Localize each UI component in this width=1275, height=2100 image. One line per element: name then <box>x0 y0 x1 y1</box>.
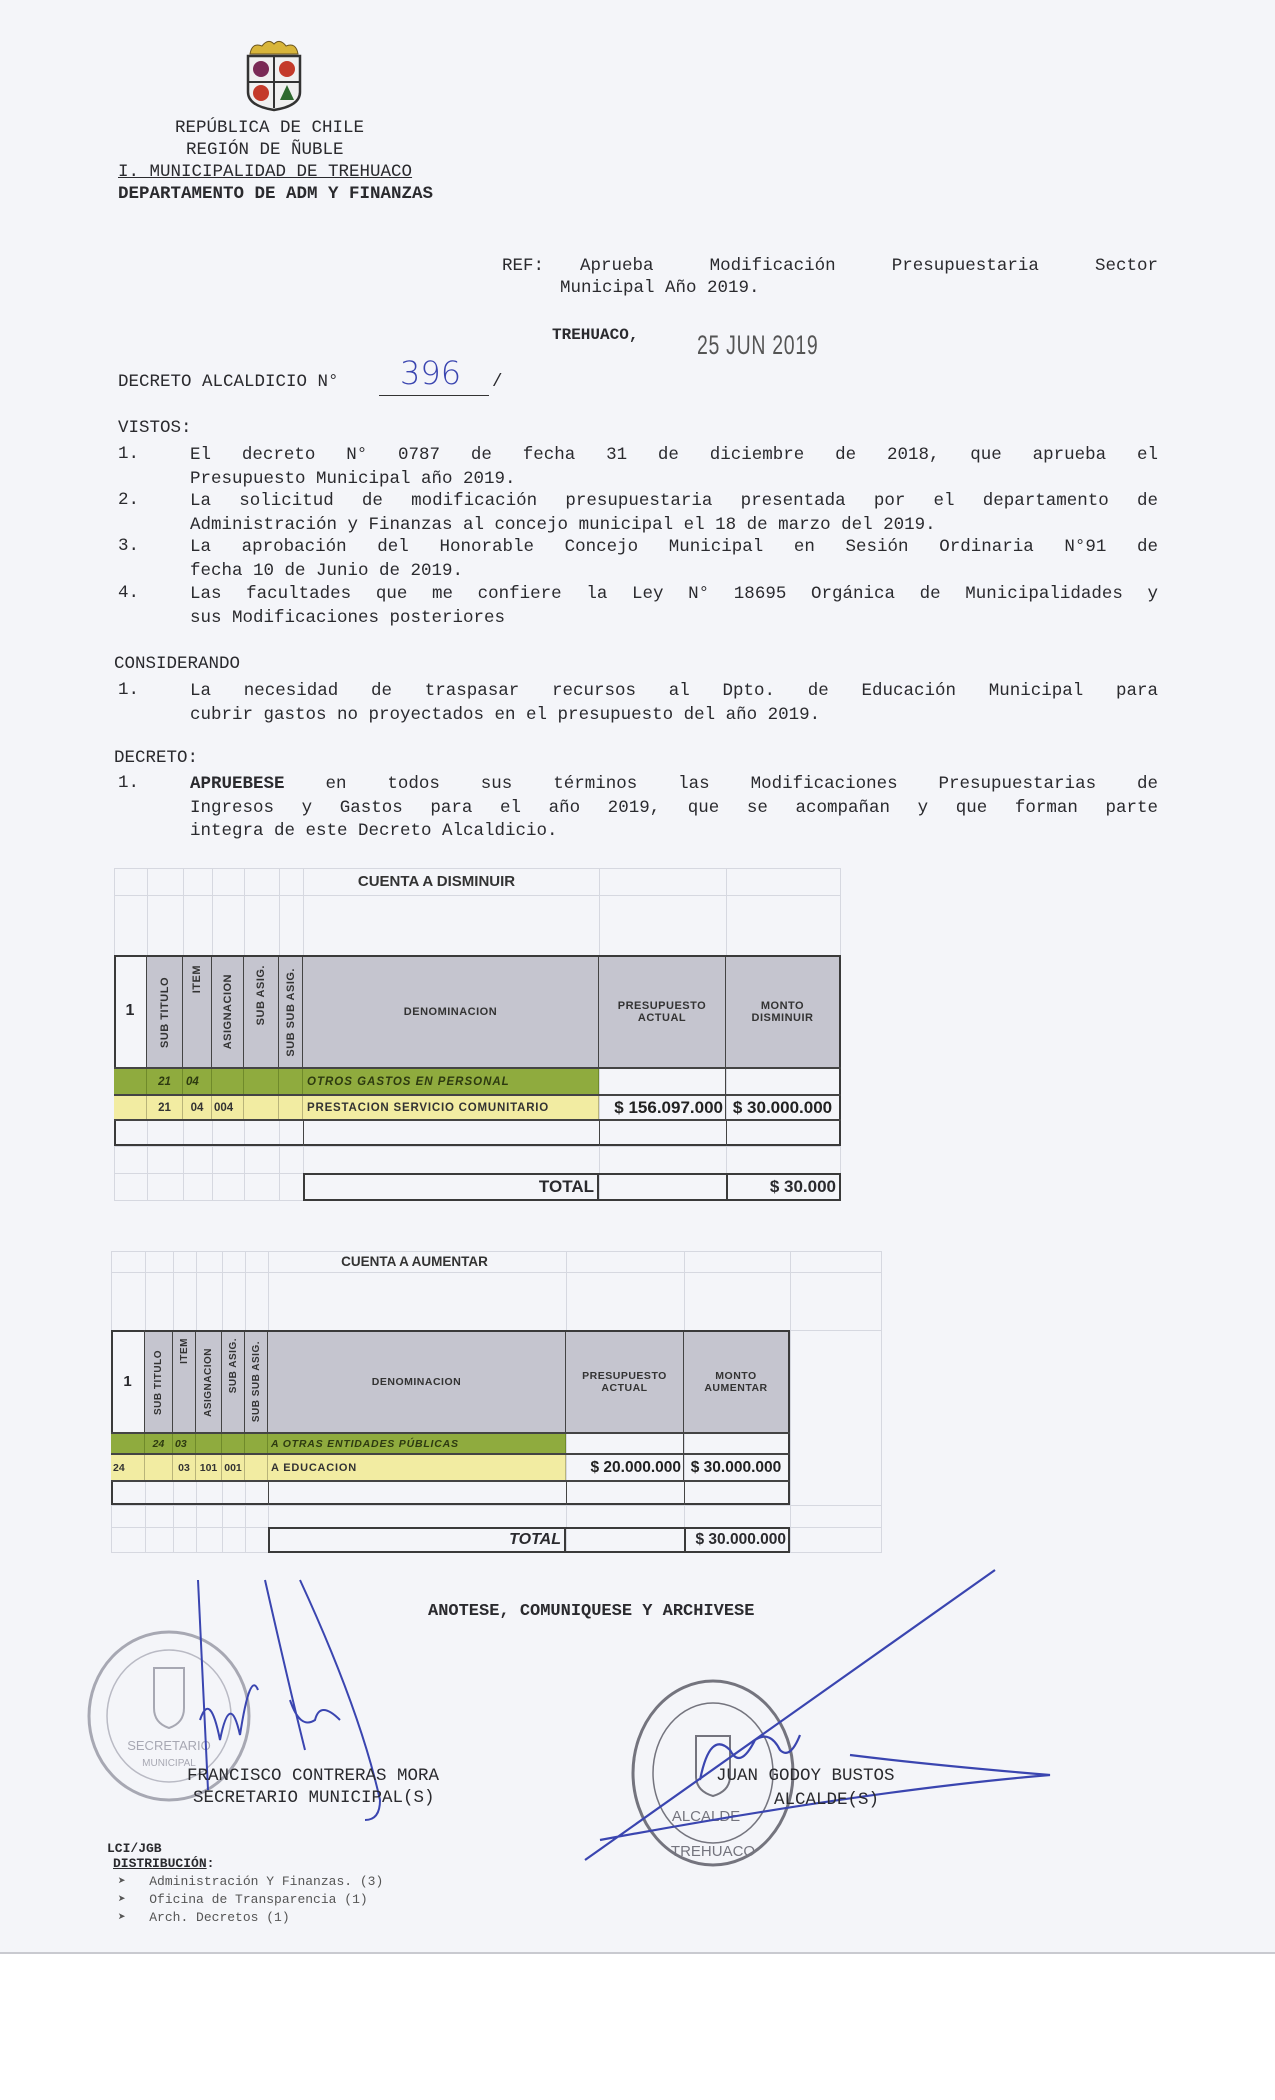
text-line <box>190 773 1158 797</box>
header-sub-sub-asig <box>279 957 303 1067</box>
table-index: 1 <box>114 955 147 1067</box>
row-cell <box>111 1434 145 1453</box>
header-monto: MONTO DISMINUIR <box>726 957 839 1067</box>
ref-word: Presupuestaria <box>891 256 1039 276</box>
cell-item: 03 <box>173 1434 196 1453</box>
header-label: ITEM <box>178 1338 190 1364</box>
header-label: SUB TITULO <box>158 976 171 1048</box>
cell-presupuesto: $ 20.000.000 <box>566 1455 684 1480</box>
header-denominacion: DENOMINACION <box>303 957 599 1067</box>
header-region: REGIÓN DE ÑUBLE <box>186 140 344 160</box>
cell-asignacion: 004 <box>212 1096 244 1119</box>
text-line: sus Modificaciones posteriores <box>190 607 506 628</box>
header-asignacion <box>196 1332 222 1432</box>
row-cell <box>279 1096 303 1119</box>
closing-formula: ANOTESE, COMUNIQUESE Y ARCHIVESE <box>428 1602 755 1621</box>
header-label: ASIGNACION <box>203 1347 214 1417</box>
header-asignacion <box>212 957 244 1067</box>
header-presupuesto: PRESUPUESTO ACTUAL <box>566 1332 684 1432</box>
text-line: fecha 10 de Junio de 2019. <box>190 560 464 581</box>
coat-of-arms-logo <box>242 38 306 112</box>
text-line: integra de este Decreto Alcaldicio. <box>190 821 558 841</box>
header-label: SUB SUB ASIG. <box>284 967 297 1057</box>
date-stamp: 25 JUN 2019 <box>697 330 819 360</box>
signatory-role: ALCALDE(S) <box>774 1790 880 1810</box>
item-number: 1. <box>118 773 140 793</box>
header-item <box>173 1332 196 1432</box>
table-cuenta-disminuir <box>114 868 841 1201</box>
grid-line <box>111 1272 882 1273</box>
table-title: CUENTA A DISMINUIR <box>357 873 516 890</box>
row-cell <box>212 1069 244 1094</box>
item-number: 4. <box>118 583 140 603</box>
row-cell <box>244 1069 279 1094</box>
text-line: El decreto N° 0787 de fecha 31 de diciembre de 2018, que aprueba el <box>190 445 1158 465</box>
cell-subtitulo: 21 <box>147 1069 183 1094</box>
divider <box>566 1480 567 1505</box>
considerando-title: CONSIDERANDO <box>114 654 241 674</box>
distribution-item-text: Oficina de Transparencia (1) <box>149 1892 368 1907</box>
initials: LCI/JGB <box>107 1841 162 1856</box>
divider <box>726 1119 727 1146</box>
header-department: DEPARTAMENTO DE ADM Y FINANZAS <box>118 184 434 204</box>
signatory-name: FRANCISCO CONTRERAS MORA <box>187 1766 440 1786</box>
total-label: TOTAL <box>303 1173 599 1201</box>
header-item <box>183 957 212 1067</box>
header-label: ITEM <box>191 965 203 994</box>
decreto-title: DECRETO: <box>114 748 199 768</box>
ref-word: Modificación <box>709 256 836 276</box>
table-title: CUENTA A AUMENTAR <box>341 1254 488 1269</box>
ref-line-2: Municipal Año 2019. <box>560 278 760 298</box>
svg-text:TREHUACO: TREHUACO <box>670 1843 756 1860</box>
total-value: $ 30.000 <box>726 1173 841 1201</box>
text-line: La solicitud de modificación presupuestaria presentada por el departamento de <box>190 491 1158 511</box>
header-label: ASIGNACION <box>221 974 234 1050</box>
ref-label: REF: <box>502 256 545 276</box>
ref-line-1 <box>580 256 1158 276</box>
svg-text:SECRETARIO: SECRETARIO <box>127 1738 211 1753</box>
header-presupuesto: PRESUPUESTO ACTUAL <box>599 957 726 1067</box>
decree-number: 396 <box>400 354 462 392</box>
cell-denominacion: PRESTACION SERVICIO COMUNITARIO <box>303 1096 599 1119</box>
svg-text:MUNICIPAL: MUNICIPAL <box>142 1758 196 1769</box>
header-monto: MONTO AUMENTAR <box>684 1332 788 1432</box>
distribution-item <box>118 1874 383 1889</box>
cell-item: 04 <box>183 1069 212 1094</box>
text-line: La aprobación del Honorable Concejo Municipal en Sesión Ordinaria N°91 de <box>190 537 1158 557</box>
signature-alcalde <box>570 1560 1070 1880</box>
table-index: 1 <box>111 1330 145 1432</box>
cell-subtitulo: 24 <box>145 1434 173 1453</box>
divider <box>599 1119 600 1146</box>
header-sub-asig <box>222 1332 245 1432</box>
header-label: SUB ASIG. <box>255 965 267 1026</box>
distribution-item-text: Administración Y Finanzas. (3) <box>149 1874 384 1889</box>
grid-line <box>114 895 841 896</box>
header-sub-titulo <box>147 957 183 1067</box>
header-sub-asig <box>244 957 279 1067</box>
cell-denominacion: A EDUCACION <box>268 1455 566 1480</box>
considerando-item-1 <box>190 680 1158 727</box>
vistos-item-3 <box>190 536 1158 583</box>
text-fragment: en todos sus términos las Modificaciones Presupuestarias de <box>284 774 1158 794</box>
distribution-item-text: Arch. Decretos (1) <box>149 1910 290 1925</box>
arrow-bullet-icon: ➤ <box>118 1892 126 1907</box>
row-cell <box>244 1096 279 1119</box>
svg-text:ALCALDE: ALCALDE <box>671 1808 741 1825</box>
signatory-name: JUAN GODOY BUSTOS <box>716 1766 895 1786</box>
header-denominacion: DENOMINACION <box>268 1332 566 1432</box>
divider <box>684 1480 685 1505</box>
total-value: $ 30.000.000 <box>684 1527 790 1553</box>
row-cell <box>114 1069 147 1094</box>
total-label: TOTAL <box>268 1527 566 1553</box>
text-line: cubrir gastos no proyectados en el presupuesto del año 2019. <box>190 704 821 725</box>
item-number: 1. <box>118 680 140 700</box>
cell-monto: $ 30.000.000 <box>732 1097 833 1117</box>
cell-sub-asig: 001 <box>222 1455 245 1480</box>
divider <box>114 1119 841 1121</box>
cell-denominacion: A OTRAS ENTIDADES PÚBLICAS <box>268 1434 566 1453</box>
divider <box>303 1119 304 1146</box>
header-sub-sub-asig <box>245 1332 268 1432</box>
grid-line <box>881 1251 882 1553</box>
cell-subtitulo: 21 <box>147 1096 183 1119</box>
header-sub-titulo <box>145 1332 173 1432</box>
text-line: Administración y Finanzas al concejo municipal el 18 de marzo del 2019. <box>190 514 936 535</box>
vistos-item-2 <box>190 490 1158 537</box>
divider <box>268 1480 269 1505</box>
row-cell <box>599 1069 726 1094</box>
cell-subtitulo: 24 <box>111 1455 145 1480</box>
signatory-role: SECRETARIO MUNICIPAL(S) <box>193 1788 435 1808</box>
decreto-item-1 <box>190 773 1158 844</box>
decree-suffix: / <box>492 372 503 392</box>
vistos-item-1 <box>190 444 1158 491</box>
row-cell <box>222 1434 245 1453</box>
item-number: 2. <box>118 490 140 510</box>
text-line: Ingresos y Gastos para el año 2019, que se acompañan y que forman parte <box>190 797 1158 818</box>
item-number: 3. <box>118 536 140 556</box>
row-cell <box>196 1434 222 1453</box>
grid-line <box>111 1505 882 1506</box>
cell-monto: $ 30.000.000 <box>690 1458 782 1476</box>
row-cell <box>566 1434 684 1453</box>
ref-word: Sector <box>1094 256 1158 276</box>
header-municipality: I. MUNICIPALIDAD DE TREHUACO <box>118 162 413 182</box>
header-country: REPÚBLICA DE CHILE <box>175 118 365 138</box>
distribution-item <box>118 1892 368 1907</box>
row-cell <box>279 1069 303 1094</box>
text-line: Las facultades que me confiere la Ley N° 18695 Orgánica de Municipalidades y <box>190 584 1158 604</box>
text-line: Presupuesto Municipal año 2019. <box>190 468 516 489</box>
row-cell <box>145 1455 173 1480</box>
distribution-item <box>118 1910 290 1925</box>
grid-line <box>790 1251 791 1553</box>
distribution-title-text: DISTRIBUCIÓN <box>113 1856 207 1871</box>
place: TREHUACO, <box>552 326 639 344</box>
arrow-bullet-icon: ➤ <box>118 1910 126 1925</box>
header-label: SUB ASIG. <box>227 1338 239 1394</box>
ref-word: Aprueba <box>580 256 654 276</box>
decree-number-line <box>379 395 489 396</box>
grid-line <box>114 1146 841 1147</box>
header-label: SUB SUB ASIG. <box>250 1341 262 1423</box>
text-line: La necesidad de traspasar recursos al Dpto. de Educación Municipal para <box>190 681 1158 701</box>
divider <box>111 1480 790 1482</box>
arrow-bullet-icon: ➤ <box>118 1874 126 1889</box>
header-label: SUB TITULO <box>153 1349 164 1415</box>
cell-presupuesto: $ 156.097.000 <box>599 1096 726 1119</box>
row-cell <box>245 1434 268 1453</box>
vistos-item-4 <box>190 583 1158 630</box>
cell-item: 03 <box>173 1455 196 1480</box>
distribution-title: DISTRIBUCIÓN: <box>113 1856 215 1871</box>
row-cell <box>114 1096 147 1119</box>
table-cuenta-aumentar <box>111 1251 882 1553</box>
cell-denominacion: OTROS GASTOS EN PERSONAL <box>303 1069 599 1094</box>
vistos-title: VISTOS: <box>118 418 192 438</box>
approve-keyword: APRUEBESE <box>190 774 285 794</box>
decree-label: DECRETO ALCALDICIO N° <box>118 372 339 392</box>
cell-asignacion: 101 <box>196 1455 222 1480</box>
item-number: 1. <box>118 444 140 464</box>
cell-item: 04 <box>183 1096 212 1119</box>
row-cell <box>245 1455 268 1480</box>
